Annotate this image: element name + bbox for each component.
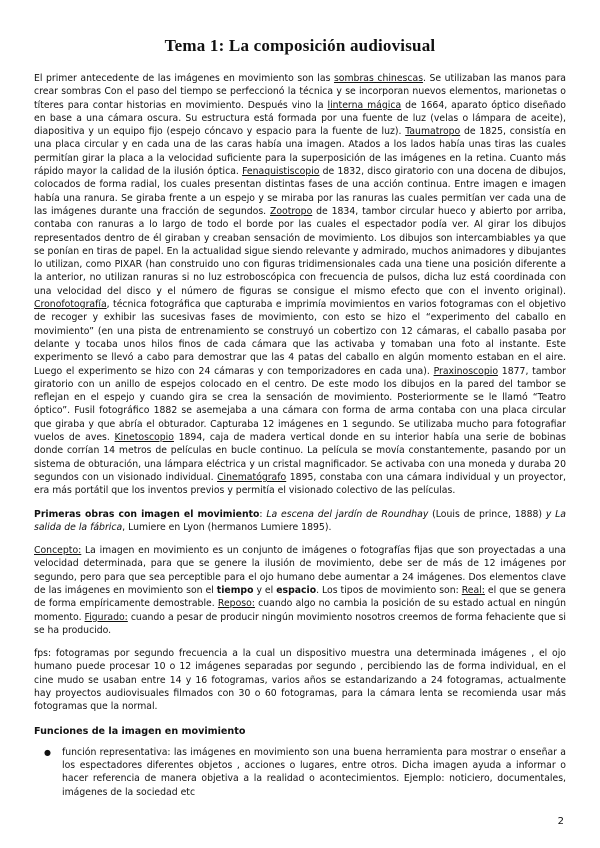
list-item: ● función representativa: las imágenes en movimiento son una buena herramienta para mostrar o enseñar a los espectadores diferentes objetos , acciones o lugares, entre otros. Dicha imagen ayuda a informar o hacer referencia de manera objetiva a la realidad o acontecimientos. Ejemplo: noticiero, documentales, imágenes de la sociedad etc	[62, 746, 566, 799]
concept-label: Concepto:	[34, 545, 82, 557]
section-heading: Funciones de la imagen en movimiento	[34, 725, 246, 737]
concept-paragraph: Concepto: La imagen en movimiento es un conjunto de imágenes o fotografías fijas que son proyectadas a una velocidad determinada, para que se genere la ilusión de movimiento, debe ser de más de 12 imágenes por segundo, pero para que sea perceptible para el ojo humano debe aumentar a 24 imágenes. Dos elementos clave de las imágenes en movimiento son el tiempo y el espacio. Los tipos de movimiento son: Real: el que se genera de forma empíricamente demostrable. Reposo: cuando algo no cambia la posición de su estado actual en ningún momento. Figurado: cuando a pesar de producir ningún movimiento nosotros creemos de forma fehaciente que si se ha producido.	[34, 545, 566, 636]
keyword-tiempo: tiempo	[216, 584, 254, 596]
history-paragraph: El primer antecedente de las imágenes en movimiento son las sombras chinescas. Se utilizaban las manos para crear sombras Con el paso del tiempo se perfeccionó la técnica y se incorporan nuevos elementos, marionetas o títeres para contar historias en movimiento. Después vino la linterna mágica de 1664, aparato óptico diseñado en base a una cámara oscura. Su estructura está formada por una fuente de luz (velas o lámpara de aceite), diapositiva y un equipo fijo (espejo cóncavo y espacio para la fuente de luz). Taumatropo de 1825, consistía en una placa circular y en cada una de las caras había una imagen. Atados a los lados había unas tiras las cuales permitían girar la placa a la velocidad suficiente para la superposición de las imágenes en la retina. Cuanto más rápido mayor la calidad de la ilusión óptica. Fenaquistiscopio de 1832, disco giratorio con una docena de dibujos, colocados de forma radial, los cuales presentan distintas fases de una acción continua. Entre imagen e imagen había una ranura. Se giraba frente a un espejo y se miraba por las ranuras las cuales permitían ver cada una de las imágenes durante una fracción de segundos. Zootropo de 1834, tambor circular hueco y abierto por arriba, contaba con ranuras a lo largo de todo el borde por las cuales el espectador podía ver. Al girar los dibujos representados dentro de él giraban y creaban sensación de movimiento. Los dibujos son intercambiables ya que se ponían en tiras de papel. En la actualidad sigue siendo relevante y admirado, muchos animadores y dibujantes lo utilizan, como PIXAR (han construido uno con figuras tridimensionales cada una tiene una posición diferente a la anterior, no utilizan ranuras si no luz estroboscópica con frecuencia de pulsos, dicha luz está coordinada con una velocidad del disco y el número de figuras se consigue el mismo efecto que con el invento original). Cronofotografía, técnica fotográfica que capturaba e imprimía movimientos en varios fotogramas con el objetivo de recoger y exhibir las sucesivas fases de movimiento, con esto se hizo el “experimento del caballo en movimiento” (en una pista de entrenamiento se construyó un cobertizo con 12 cámaras, el caballo pasaba por delante y tocaba unos hilos finos de cada cámara que las activaba y tomaban una foto al instante. Este experimento se llevó a cabo para demostrar que las 4 patas del caballo en algún momento estaban en el aire. Luego el experimento se hizo con 24 cámaras y con temporizadores en cada una). Praxinoscopio 1877, tambor giratorio con un anillo de espejos colocado en el centro. De este modo los dibujos en la pared del tambor se reflejan en el espejo y cuando gira se crea la sensación de movimiento. Posteriormente se le llamó “Teatro óptico”. Fusil fotográfico 1882 se asemejaba a una cámara con forma de arma contaba con una placa circular que giraba y que abría el obturador. Capturaba 12 imágenes en 1 segundo. Se utilizaba mucho para fotografiar vuelos de aves. Kinetoscopio 1894, caja de madera vertical donde en su interior había una serie de bobinas donde corrían 14 metros de películas en bucle continuo. La película se movía constantemente, pasando por un sistema de obturación, una lámpara eléctrica y un cristal magnificador. Se activaba con una moneda y duraba 20 segundos con un visionado individual. Cinematógrafo 1895, constaba con una cámara individual y un proyector, era más portátil que los inventos previos y permitía el visionado colectivo de las películas.	[34, 73, 567, 497]
label-reposo: Reposo:	[217, 598, 255, 610]
work-salida-fabrica: y La salida de la fábrica	[34, 508, 566, 533]
term-cinematografo: Cinematógrafo	[217, 471, 287, 483]
term-fenaquistiscopio: Fenaquistiscopio	[242, 166, 320, 178]
page-number: 2	[557, 816, 564, 827]
document-title: Tema 1: La composición audiovisual	[164, 36, 436, 55]
term-taumatropo: Taumatropo	[405, 126, 461, 138]
fps-paragraph: fps: fotogramas por segundo frecuencia a la cual un dispositivo muestra una determinada imágenes , el ojo humano puede procesar 10 o 12 imágenes separadas por segundo , percibiendo las de forma individual, en el cine mudo se usaban entre 14 y 16 fotogramas, varios años se estandarizando a 24 fotogramas, actualmente hay proyectos audiovisuales filmados con 30 o 60 fotogramas, para la cámara lenta se recomienda usar más fotogramas que la normal.	[34, 648, 566, 713]
first-works-label: Primeras obras con imagen el movimiento	[34, 508, 260, 520]
label-figurado: Figurado:	[84, 611, 128, 623]
first-works-paragraph: Primeras obras con imagen el movimiento: La escena del jardín de Roundhay (Louis de prince, 1888) y La salida de la fábrica, Lumiere en Lyon (hermanos Lumiere 1895).	[34, 508, 566, 533]
functions-list	[34, 746, 566, 799]
term-kinetoscopio: Kinetoscopio	[114, 432, 174, 444]
label-real: Real:	[461, 584, 485, 596]
keyword-espacio: espacio	[276, 584, 317, 596]
term-linterna-magica: linterna mágica	[327, 99, 402, 111]
term-praxinoscopio: Praxinoscopio	[433, 365, 499, 377]
work-roundhay: La escena del jardín de Roundhay	[266, 508, 429, 520]
term-cronofotografia: Cronofotografía	[34, 299, 107, 311]
term-sombras-chinescas: sombras chinescas	[333, 73, 424, 84]
term-zootropo: Zootropo	[269, 205, 313, 217]
